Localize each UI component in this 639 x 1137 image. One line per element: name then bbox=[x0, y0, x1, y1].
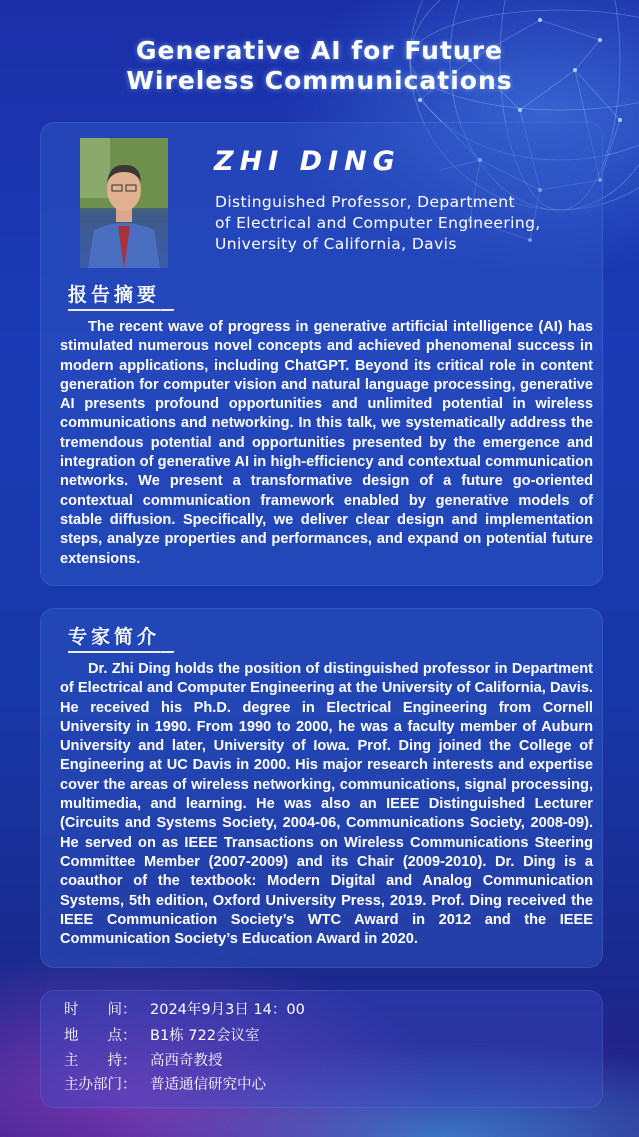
bio-heading: 专家简介 bbox=[68, 622, 160, 653]
page-title bbox=[0, 36, 639, 96]
info-place-row bbox=[64, 1026, 259, 1046]
place-label: 地 点： bbox=[64, 1028, 137, 1044]
bio-card bbox=[40, 608, 603, 968]
time-value: 2024年9月3日 14：00 bbox=[150, 1002, 305, 1018]
organizer-value: 普适通信研究中心 bbox=[150, 1077, 266, 1093]
host-label: 主 持： bbox=[64, 1053, 137, 1069]
title-line-1: Generative AI for Future bbox=[135, 36, 503, 65]
host-value: 高西奇教授 bbox=[150, 1053, 223, 1069]
time-label: 时 间： bbox=[64, 1002, 137, 1018]
speaker-photo bbox=[80, 138, 168, 268]
event-info-card bbox=[40, 990, 603, 1108]
place-value: B1栋 722会议室 bbox=[150, 1028, 260, 1044]
title-line-2: Wireless Communications bbox=[126, 66, 513, 95]
info-organizer-row bbox=[64, 1075, 266, 1095]
role-line-1: Distinguished Professor, Department bbox=[215, 193, 515, 211]
abstract-heading: 报告摘要 bbox=[68, 280, 160, 311]
role-line-3: University of California, Davis bbox=[215, 235, 457, 253]
speaker-role bbox=[215, 192, 595, 255]
speaker-name: ZHI DING bbox=[214, 146, 401, 177]
portrait-icon bbox=[80, 138, 168, 268]
info-time-row bbox=[64, 1000, 305, 1020]
speaker-abstract-card bbox=[40, 122, 603, 586]
organizer-label: 主办部门： bbox=[64, 1077, 137, 1093]
role-line-2: of Electrical and Computer Engineering, bbox=[215, 214, 541, 232]
abstract-text: The recent wave of progress in generative artificial intelligence (AI) has stimulated numerous novel concepts and achieved phenomenal success in modern applications, including ChatGPT. Beyond its critical role in content generation for computer vision and natural language processing, generative AI presents profound opportunities and unlimited potential in wireless communications and networking. In this talk, we systematically address the tremendous potential and opportunities presented by the emergence and integration of generative AI in high-efficiency and contextual communication networks. We present a transformative design of a future go-oriented contextual communication framework enabled by generative models of stable diffusion. Specifically, we deliver clear design and implementation steps, analyze properties and performances, and expand on potential future extensions. bbox=[60, 319, 593, 567]
info-host-row bbox=[64, 1051, 223, 1071]
bio-text: Dr. Zhi Ding holds the position of distinguished professor in Department of Electrical and Computer Engineering at the University of California, Davis. He received his Ph.D. degree in Electrical Engineering from Cornell University in 1990. From 1990 to 2000, he was a faculty member of Auburn University and later, University of Iowa. Prof. Ding joined the College of Engineering at UC Davis in 2000. His major research interests and expertise cover the areas of wireless networking, communications, signal processing, multimedia, and learning. He was also an IEEE Distinguished Lecturer (Circuits and Systems Society, 2004-06, Communications Society, 2008-09). He served on as IEEE Transactions on Wireless Communications Steering Committee Member (2007-2009) and its Chair (2009-2010). Dr. Ding is a coauthor of the textbook: Modern Digital and Analog Communication Systems, 5th edition, Oxford University Press, 2019. Prof. Ding received the IEEE Communication Society’s WTC Award in 2012 and the IEEE Communication Society’s Education Award in 2020. bbox=[60, 661, 593, 948]
